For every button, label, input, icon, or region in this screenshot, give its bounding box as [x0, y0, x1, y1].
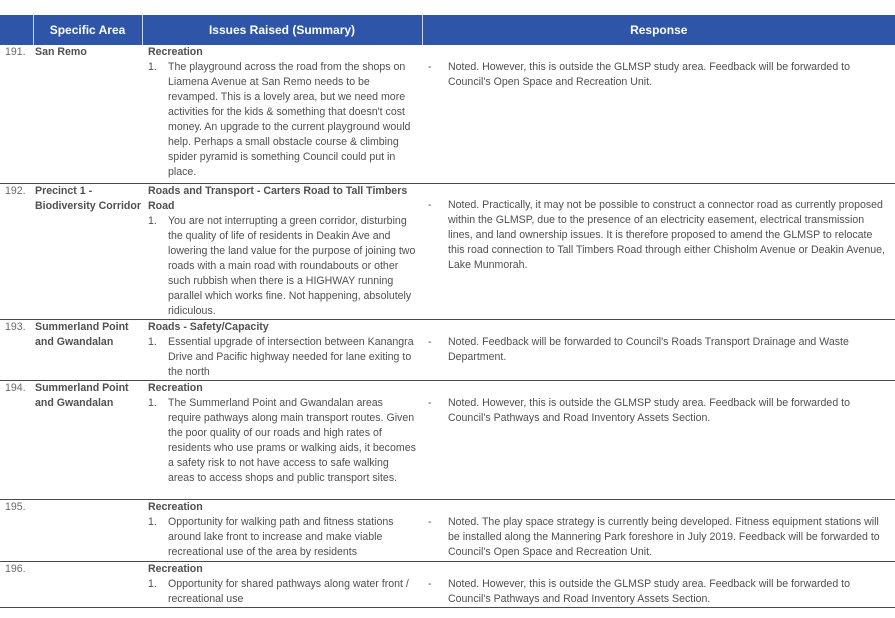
issue-heading: Recreation: [148, 382, 203, 394]
specific-area: San Remo: [33, 45, 142, 184]
issue-number: 1.: [148, 336, 157, 348]
issue-cell: [142, 500, 422, 562]
issue-number: 1.: [148, 215, 157, 227]
response-dash: -: [428, 61, 432, 73]
specific-area: Precinct 1 - Biodiversity Corridor: [33, 184, 142, 320]
row-number: 193.: [0, 320, 33, 381]
specific-area: Summerland Point and Gwandalan: [33, 381, 142, 500]
response-dash: -: [428, 336, 432, 348]
issue-item: [148, 396, 418, 486]
response-text: Noted. However, this is outside the GLMSP study area. Feedback will be forwarded to Council's Open Space and Recreation Unit.: [448, 61, 850, 88]
issue-cell: [142, 45, 422, 184]
row-number: 191.: [0, 45, 33, 184]
submissions-table: [0, 15, 895, 608]
table-row: [0, 500, 895, 562]
response-cell: [422, 381, 895, 500]
table-row: [0, 184, 895, 320]
issue-text: Opportunity for shared pathways along water front / recreational use: [168, 578, 409, 605]
issue-text: You are not interrupting a green corridor, disturbing the quality of life of residents in Deakin Ave and lowering the land value for the purpose of joining two roads with a main road with roundabouts or other such rubbish when there is a HIGHWAY running parallel which works fine. Not happening, absolutely ridiculous.: [168, 215, 416, 317]
header-specific-area: Specific Area: [33, 15, 142, 45]
issue-cell: [142, 562, 422, 608]
issue-item: [148, 577, 418, 607]
issue-number: 1.: [148, 61, 157, 73]
issue-heading: Recreation: [148, 563, 203, 575]
row-number: 196.: [0, 562, 33, 608]
specific-area: [33, 562, 142, 608]
response-cell: [422, 45, 895, 184]
header-issues-raised: Issues Raised (Summary): [142, 15, 422, 45]
response-cell: [422, 184, 895, 320]
table-row: [0, 562, 895, 608]
issue-heading: Recreation: [148, 501, 203, 513]
issue-number: 1.: [148, 516, 157, 528]
issue-number: 1.: [148, 397, 157, 409]
response-dash: -: [428, 199, 432, 211]
response-item: [428, 577, 889, 607]
issue-text: The Summerland Point and Gwandalan areas require pathways along main transport routes. Given the poor quality of our roads and high rates of residents who use prams or walking aids, it becomes a safety risk to not have access to safe walking areas to access shops and public transport sites.: [168, 397, 416, 484]
issue-text: Opportunity for walking path and fitness stations around lake front to increase and make viable recreational use of the area by residents: [168, 516, 394, 558]
table-row: [0, 320, 895, 381]
response-text: Noted. Practically, it may not be possible to construct a connector road as currently proposed within the GLMSP, due to the presence of an electricity easement, electrical transmission lines, and land ownership issues. It is therefore proposed to amend the GLMSP to relocate this road connection to Tall Timbers Road through either Chisholm Avenue or Deakin Avenue, Lake Munmorah.: [448, 199, 885, 271]
issue-item: [148, 335, 418, 380]
response-dash: -: [428, 397, 432, 409]
issue-item: [148, 214, 418, 319]
issue-heading: Roads - Safety/Capacity: [148, 321, 269, 333]
response-cell: [422, 562, 895, 608]
issue-cell: [142, 320, 422, 381]
issue-item: [148, 515, 418, 560]
response-item: [428, 198, 889, 273]
issue-cell: [142, 184, 422, 320]
issue-cell: [142, 381, 422, 500]
issue-heading: Recreation: [148, 46, 203, 58]
issue-number: 1.: [148, 578, 157, 590]
header-number: [0, 15, 33, 45]
response-text: Noted. The play space strategy is currently being developed. Fitness equipment stations will be installed along the Mannering Park foreshore in July 2019. Feedback will be forwarded to Council's Open Space and Recreation Unit.: [448, 516, 880, 558]
response-item: [428, 60, 889, 90]
response-item: [428, 335, 889, 365]
table-row: [0, 45, 895, 184]
response-text: Noted. However, this is outside the GLMSP study area. Feedback will be forwarded to Council's Pathways and Road Inventory Assets Section.: [448, 397, 850, 424]
row-number: 195.: [0, 500, 33, 562]
response-dash: -: [428, 516, 432, 528]
response-cell: [422, 500, 895, 562]
response-dash: -: [428, 578, 432, 590]
response-item: [428, 396, 889, 426]
issue-heading: Roads and Transport - Carters Road to Tall Timbers Road: [148, 185, 408, 212]
specific-area: [33, 500, 142, 562]
table-header-row: [0, 15, 895, 45]
specific-area: Summerland Point and Gwandalan: [33, 320, 142, 381]
table-row: [0, 381, 895, 500]
issue-text: The playground across the road from the shops on Liamena Avenue at San Remo needs to be revamped. This is a lovely area, but we need more activities for the kids & something that doesn't cost money. An upgrade to the current playground would help. Perhaps a small obstacle course & climbing spider pyramid is something Council could put in place.: [168, 61, 411, 178]
response-text: Noted. However, this is outside the GLMSP study area. Feedback will be forwarded to Council's Pathways and Road Inventory Assets Section.: [448, 578, 850, 605]
response-cell: [422, 320, 895, 381]
row-number: 192.: [0, 184, 33, 320]
response-item: [428, 515, 889, 560]
row-number: 194.: [0, 381, 33, 500]
issue-item: [148, 60, 418, 180]
issue-text: Essential upgrade of intersection between Kanangra Drive and Pacific highway needed for lane exiting to the north: [168, 336, 414, 378]
response-text: Noted. Feedback will be forwarded to Council's Roads Transport Drainage and Waste Department.: [448, 336, 849, 363]
header-response: Response: [422, 15, 895, 45]
